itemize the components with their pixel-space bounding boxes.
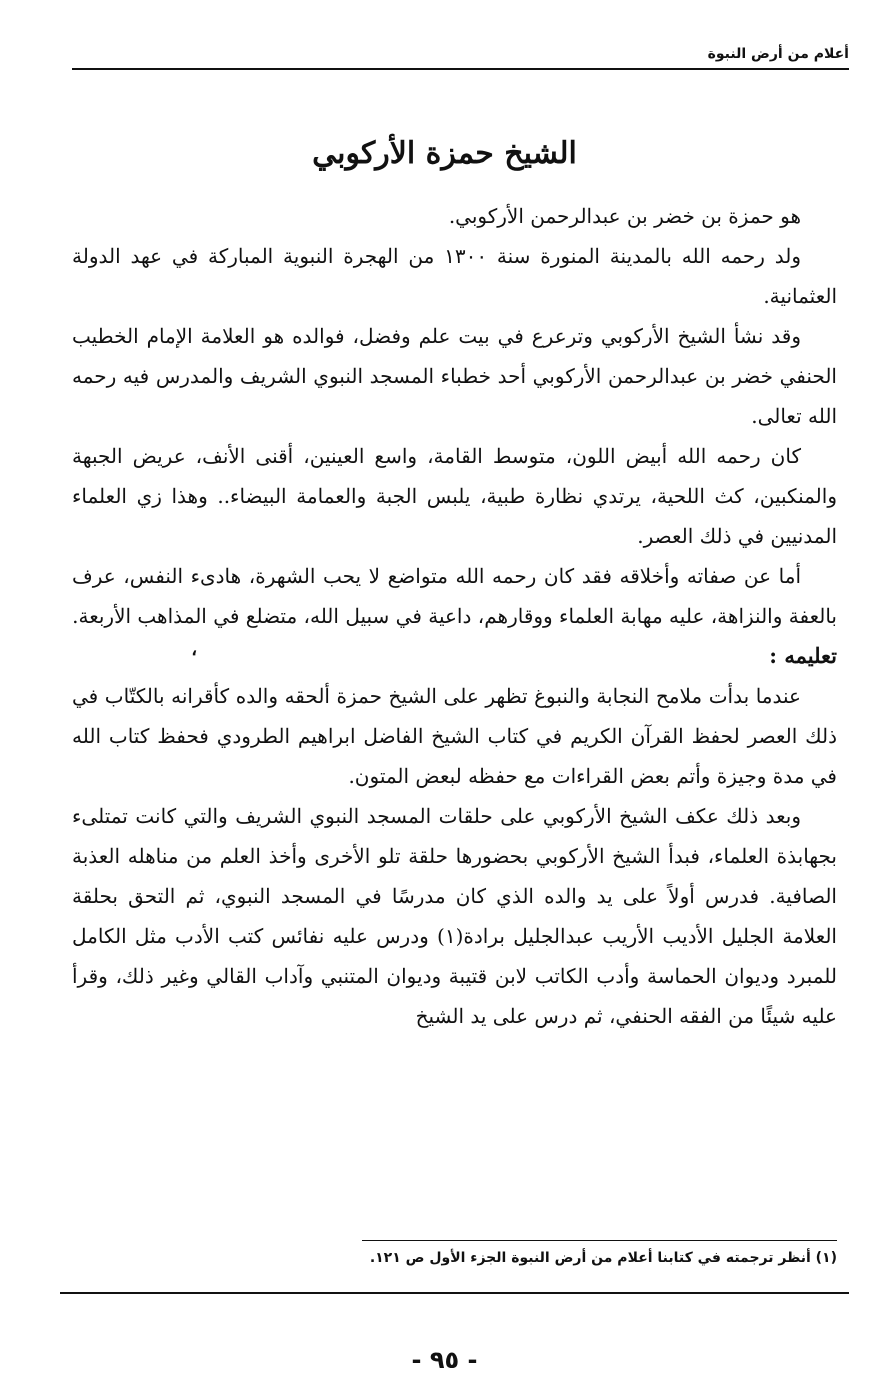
stray-mark: ، (191, 639, 197, 660)
paragraph-upbringing: وقد نشأ الشيخ الأركوبي وترعرع في بيت علم وفضل، فوالده هو العلامة الإمام الخطيب الحنفي خضر بن عبدالرحمن الأركوبي أحد خطباء المسجد النبوي الشريف والمدرس فيه رحمه الله تعالى. (72, 324, 837, 428)
paragraph-name: هو حمزة بن خضر بن عبدالرحمن الأركوبي. (448, 204, 801, 228)
bottom-divider (60, 1292, 849, 1294)
running-header: أعلام من أرض النبوة (72, 46, 849, 70)
section-heading (72, 636, 837, 676)
paragraph-birth: ولد رحمه الله بالمدينة المنورة سنة ١٣٠٠ من الهجرة النبوية المباركة في عهد الدولة العثمانية. (72, 244, 837, 308)
paragraph-character: أما عن صفاته وأخلاقه فقد كان رحمه الله متواضع لا يحب الشهرة، هادىء النفس، عرف بالعفة والنزاهة، عليه مهابة العلماء ووقارهم، داعية في سبيل الله، متضلع في المذاهب الأربعة. (72, 564, 837, 628)
paragraph-description: كان رحمه الله أبيض اللون، متوسط القامة، واسع العينين، أقنى الأنف، عريض الجبهة والمنكبين، كث اللحية، يرتدي نظارة طبية، يلبس الجبة والعمامة البيضاء.. وهذا زي العلماء المدنيين في ذلك العصر. (72, 444, 837, 548)
article-title: الشيخ حمزة الأركوبي (312, 136, 577, 171)
footnote: (١) أنظر ترجمته في كتابنا أعلام من أرض النبوة الجزء الأول ص ١٢١. (369, 1250, 837, 1266)
footnote-divider (362, 1240, 837, 1241)
section-heading-label: تعليمه : (769, 643, 837, 668)
paragraph-education-1: عندما بدأت ملامح النجابة والنبوغ تظهر على الشيخ حمزة ألحقه والده كأقرانه بالكتّاب في ذلك العصر لحفظ القرآن الكريم في كتاب الشيخ الفاضل ابراهيم الطرودي فحفظ كتاب الله في مدة وجيزة وأتم بعض القراءات مع حفظه لبعض المتون. (72, 684, 837, 788)
page-number: - ٩٥ - (411, 1346, 478, 1374)
paragraph-education-2: وبعد ذلك عكف الشيخ الأركوبي على حلقات المسجد النبوي الشريف والتي كانت تمتلىء بجهابذة العلماء، فبدأ الشيخ الأركوبي بحضورها حلقة تلو الأخرى وأخذ العلم من مناهله العذبة الصافية. فدرس أولاً على يد والده الذي كان مدرسًا في المسجد النبوي، ثم التحق بحلقة العلامة الجليل الأديب الأريب عبدالجليل برادة(١) ودرس عليه نفائس كتب الأدب مثل الكامل للمبرد وديوان الحماسة وأدب الكاتب لابن قتيبة وديوان المتنبي وآداب القالي وغير ذلك، وقرأ عليه شيئًا من الفقه الحنفي، ثم درس على يد الشيخ (72, 804, 837, 1028)
article-body (72, 196, 837, 1036)
